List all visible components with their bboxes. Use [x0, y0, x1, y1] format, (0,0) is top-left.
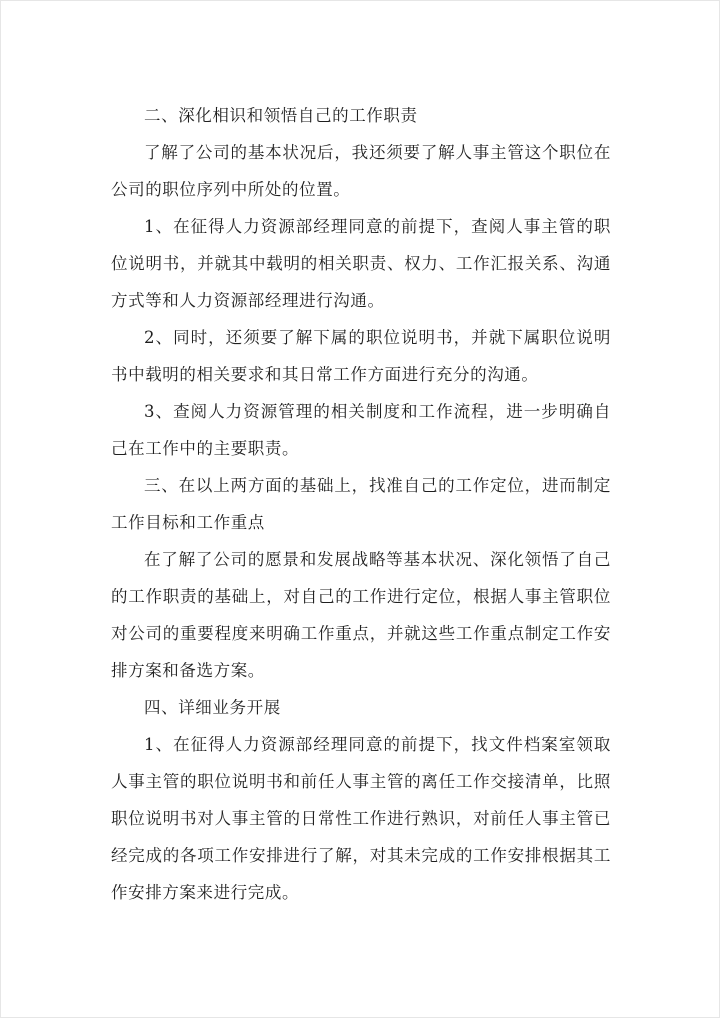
section-heading-2: 二、深化相识和领悟自己的工作职责	[144, 106, 418, 125]
paragraph-intro: 了解了公司的基本状况后，我还须要了解人事主管这个职位在公司的职位序列中所处的位置。	[111, 143, 611, 199]
section-heading-3: 三、在以上两方面的基础上，找准自己的工作定位，进而制定工作目标和工作重点	[111, 476, 611, 532]
list-item-2: 2、同时，还须要了解下属的职位说明书，并就下属职位说明书中载明的相关要求和其日常工作方面进行充分的沟通。	[111, 328, 611, 384]
list-item-4-1: 1、在征得人力资源部经理同意的前提下，找文件档案室领取人事主管的职位说明书和前任人事主管的离任工作交接清单，比照职位说明书对人事主管的日常性工作进行熟识，对前任人事主管已经完成的各项工作安排进行了解，对其未完成的工作安排根据其工作安排方案来进行完成。	[111, 735, 611, 902]
section-heading-4: 四、详细业务开展	[144, 698, 281, 717]
paragraph-positioning: 在了解了公司的愿景和发展战略等基本状况、深化领悟了自己的工作职责的基础上，对自己的工作进行定位，根据人事主管职位对公司的重要程度来明确工作重点，并就这些工作重点制定工作安排方案和备选方案。	[111, 550, 611, 680]
document-body	[111, 97, 611, 911]
list-item-3: 3、查阅人力资源管理的相关制度和工作流程，进一步明确自己在工作中的主要职责。	[111, 402, 611, 458]
list-item-1: 1、在征得人力资源部经理同意的前提下，查阅人事主管的职位说明书，并就其中载明的相关职责、权力、工作汇报关系、沟通方式等和人力资源部经理进行沟通。	[111, 217, 611, 310]
